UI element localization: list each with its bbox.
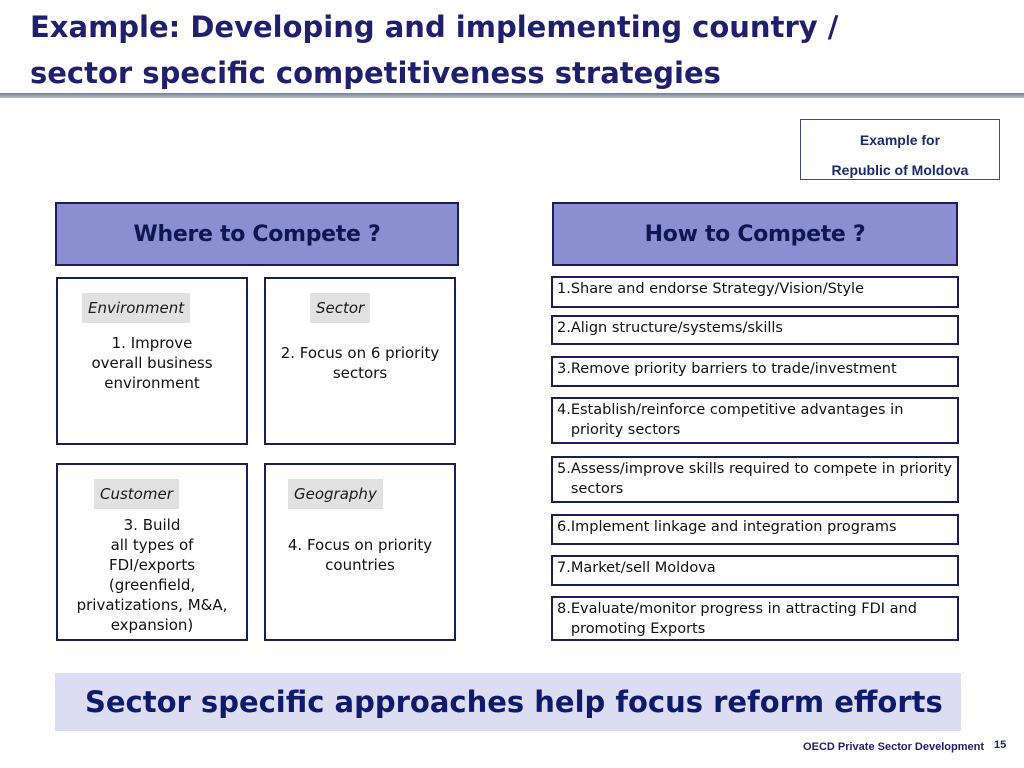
quadrant-environment xyxy=(56,277,248,445)
quadrant-tag: Environment xyxy=(82,293,190,323)
step-6 xyxy=(551,514,959,545)
title-line-2: sector specific competitiveness strategies xyxy=(30,56,721,90)
how-to-compete-header: How to Compete ? xyxy=(552,202,958,266)
footer-text: OECD Private Sector Development xyxy=(803,741,984,753)
step-number: 5. xyxy=(557,461,571,477)
step-8 xyxy=(551,596,959,641)
step-text: Establish/reinforce competitive advantages in priority sectors xyxy=(570,402,904,438)
step-number: 1. xyxy=(557,281,571,297)
conclusion-banner: Sector specific approaches help focus reform efforts xyxy=(55,673,961,731)
step-number: 2. xyxy=(557,320,571,336)
quadrant-text xyxy=(62,333,242,393)
step-text: Align structure/systems/skills xyxy=(570,320,783,336)
quadrant-line: (greenfield, xyxy=(108,576,196,594)
quadrant-text xyxy=(270,343,450,383)
quadrant-line: overall business xyxy=(91,354,213,372)
quadrant-text xyxy=(62,515,242,635)
quadrant-line: FDI/exports xyxy=(108,556,196,574)
step-2 xyxy=(551,315,959,345)
quadrant-line: sectors xyxy=(332,364,388,382)
step-3 xyxy=(551,356,959,387)
example-box-line-1: Example for xyxy=(859,132,941,148)
quadrant-line: environment xyxy=(104,374,200,392)
quadrant-geography xyxy=(264,463,456,641)
page-number: 15 xyxy=(994,739,1007,751)
example-box xyxy=(800,119,1000,180)
quadrant-line: expansion) xyxy=(110,616,194,634)
quadrant-line: 3. Build xyxy=(123,516,181,534)
step-number: 4. xyxy=(557,402,571,418)
step-7 xyxy=(551,555,959,586)
quadrant-line: all types of xyxy=(110,536,194,554)
quadrant-text xyxy=(270,535,450,575)
step-4 xyxy=(551,397,959,444)
quadrant-tag: Sector xyxy=(310,293,370,323)
title-line-1: Example: Developing and implementing country / xyxy=(30,10,839,44)
step-text: Implement linkage and integration programs xyxy=(570,519,897,535)
step-number: 8. xyxy=(557,601,571,617)
slide-title xyxy=(30,4,930,96)
step-number: 7. xyxy=(557,560,571,576)
quadrant-line: privatizations, M&A, xyxy=(76,596,228,614)
title-divider xyxy=(0,93,1024,98)
step-text: Remove priority barriers to trade/investment xyxy=(570,361,897,377)
quadrant-line: countries xyxy=(325,556,395,574)
quadrant-tag: Customer xyxy=(94,479,179,509)
step-text: Market/sell Moldova xyxy=(570,560,716,576)
quadrant-line: 4. Focus on priority xyxy=(287,536,433,554)
step-number: 3. xyxy=(557,361,571,377)
step-number: 6. xyxy=(557,519,571,535)
quadrant-sector xyxy=(264,277,456,445)
quadrant-tag: Geography xyxy=(288,479,383,509)
quadrant-line: 2. Focus on 6 priority xyxy=(280,344,440,362)
step-text: Assess/improve skills required to compete in priority sectors xyxy=(570,461,952,497)
step-1 xyxy=(551,276,959,308)
quadrant-customer xyxy=(56,463,248,641)
step-text: Evaluate/monitor progress in attracting FDI and promoting Exports xyxy=(570,601,917,637)
step-text: Share and endorse Strategy/Vision/Style xyxy=(570,281,865,297)
step-5 xyxy=(551,456,959,503)
quadrant-line: 1. Improve xyxy=(111,334,193,352)
example-box-line-2: Republic of Moldova xyxy=(831,162,969,178)
where-to-compete-header: Where to Compete ? xyxy=(55,202,459,266)
